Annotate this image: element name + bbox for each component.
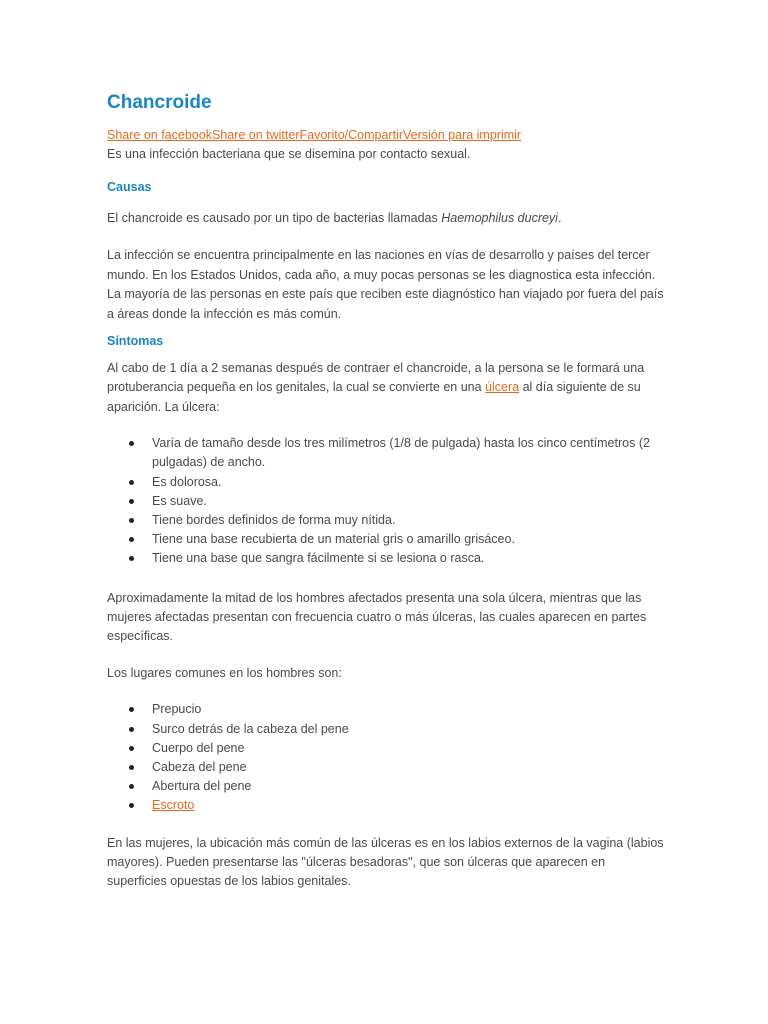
list-item: Es suave. [107,492,667,511]
men-locations-list [107,700,667,815]
bullet-icon [129,556,134,561]
causas-paragraph-2: La infección se encuentra principalmente en las naciones en vías de desarrollo y países del tercer mundo. En los Estados Unidos, cada año, a muy pocas personas se les diagnostica esta infección. La mayoría de las personas en este país que reciben este diagnóstico han viajado por fuera del país a áreas donde la infección es más común. [107,248,664,321]
sintomas-p1-before: Al cabo de 1 día a 2 semanas después de contraer el chancroide, a la persona se le formará una protuberancia pequeña en los genitales, la cual se convierte en una [107,361,645,395]
share-links [107,126,667,145]
section-heading-causas: Causas [107,180,152,194]
intro-text: Es una infección bacteriana que se disemina por contacto sexual. [107,147,471,161]
share-twitter-link[interactable]: Share on twitter [211,128,300,142]
escroto-link[interactable]: Escroto [152,798,195,813]
list-item: Tiene bordes definidos de forma muy nítida. [107,511,667,530]
list-item: Cabeza del pene [107,758,667,777]
ulcer-characteristics-list [107,434,667,568]
bullet-icon [129,784,134,789]
favorite-share-link[interactable]: Favorito/Compartir [299,128,403,142]
bullet-icon [129,707,134,712]
sintomas-paragraph-1 [107,359,667,417]
list-item: Es dolorosa. [107,473,667,492]
list-item: Tiene una base recubierta de un material gris o amarillo grisáceo. [107,530,667,549]
page-title: Chancroide [107,92,212,113]
bacteria-name: Haemophilus ducreyi [441,211,558,225]
bullet-icon [129,537,134,542]
sintomas-p1-after: al día siguiente de su aparición. La úlcera: [107,380,641,414]
section-heading-sintomas: Síntomas [107,334,164,349]
sintomas-paragraph-4: En las mujeres, la ubicación más común de las úlceras es en los labios externos de la vagina (labios mayores). Pueden presentarse las "úlceras besadoras", que son úlceras que aparecen en superficies opuestas de los labios genitales. [107,835,664,889]
list-item: Abertura del pene [107,777,667,796]
list-item: Varía de tamaño desde los tres milímetros (1/8 de pulgada) hasta los cinco centímetros (2 pulgadas) de ancho. [107,434,667,472]
list-item [107,796,667,815]
bullet-icon [129,746,134,751]
bullet-icon [129,518,134,523]
list-item: Tiene una base que sangra fácilmente si se lesiona o rasca. [107,549,667,568]
share-facebook-link[interactable]: Share on facebook [107,128,212,142]
list-item: Cuerpo del pene [107,739,667,758]
bullet-icon [129,499,134,504]
bullet-icon [129,765,134,770]
bullet-icon [129,803,134,808]
list-item: Prepucio [107,700,667,719]
bullet-icon [129,441,134,446]
causas-paragraph-1 [107,209,667,228]
sintomas-paragraph-2: Aproximadamente la mitad de los hombres afectados presenta una sola úlcera, mientras que las mujeres afectadas presentan con frecuencia cuatro o más úlceras, las cuales aparecen en partes específicas. [107,590,647,644]
sintomas-paragraph-3: Los lugares comunes en los hombres son: [107,665,342,680]
bullet-icon [129,727,134,732]
bullet-icon [129,480,134,485]
ulcera-link[interactable]: úlcera [485,380,520,395]
list-item: Surco detrás de la cabeza del pene [107,720,667,739]
causas-p1-end: . [557,211,562,225]
print-version-link[interactable]: Versión para imprimir [403,128,522,142]
causas-p1-text: El chancroide es causado por un tipo de bacterias llamadas [107,211,442,225]
article [107,90,667,892]
